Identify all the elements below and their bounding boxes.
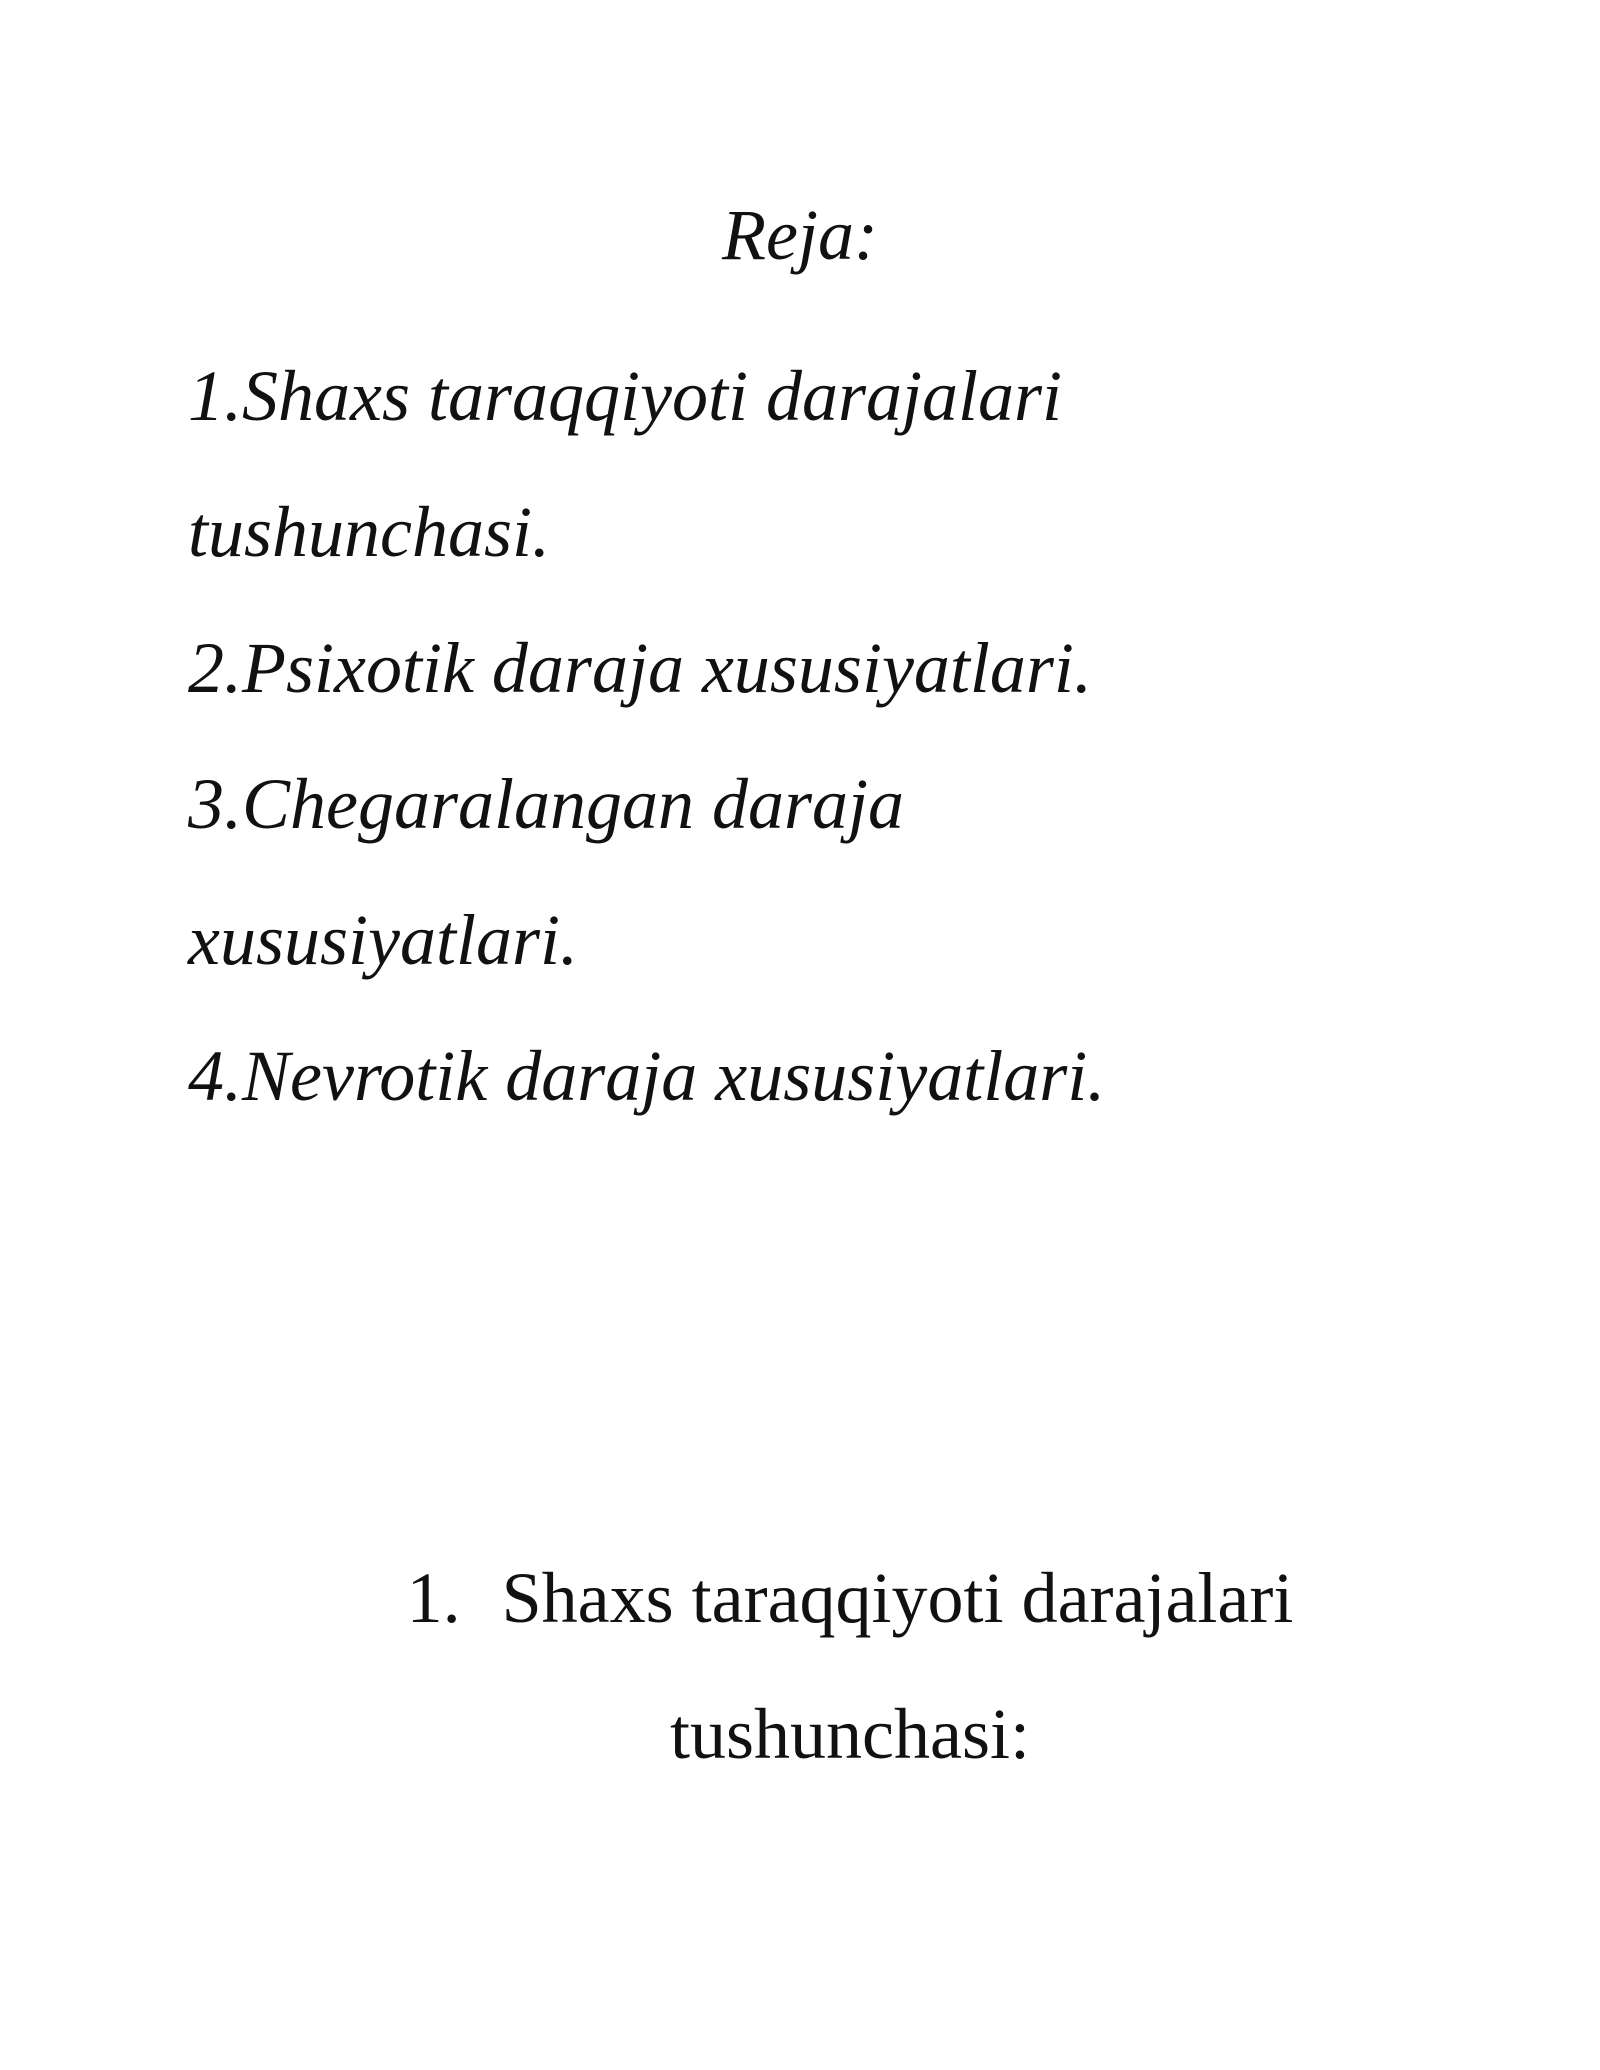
section-title-line2: tushunchasi: — [670, 1694, 1030, 1774]
section-heading-line1 — [407, 1558, 1294, 1638]
plan-item: tushunchasi. — [188, 492, 551, 572]
plan-item: 1.Shaxs taraqqiyoti darajalari — [188, 356, 1063, 436]
plan-item: 4.Nevrotik daraja xususiyatlari. — [188, 1036, 1106, 1116]
plan-item: 3.Chegaralangan daraja — [188, 764, 905, 844]
section-number: 1. — [406, 1558, 461, 1638]
plan-title: Reja: — [722, 195, 878, 275]
section-title-line1: Shaxs taraqqiyoti darajalari — [501, 1558, 1294, 1638]
section-heading — [300, 1530, 1400, 1802]
plan-item: 2.Psixotik daraja xususiyatlari. — [188, 628, 1092, 708]
plan-item: xususiyatlari. — [188, 900, 578, 980]
plan-list — [188, 328, 1428, 1144]
